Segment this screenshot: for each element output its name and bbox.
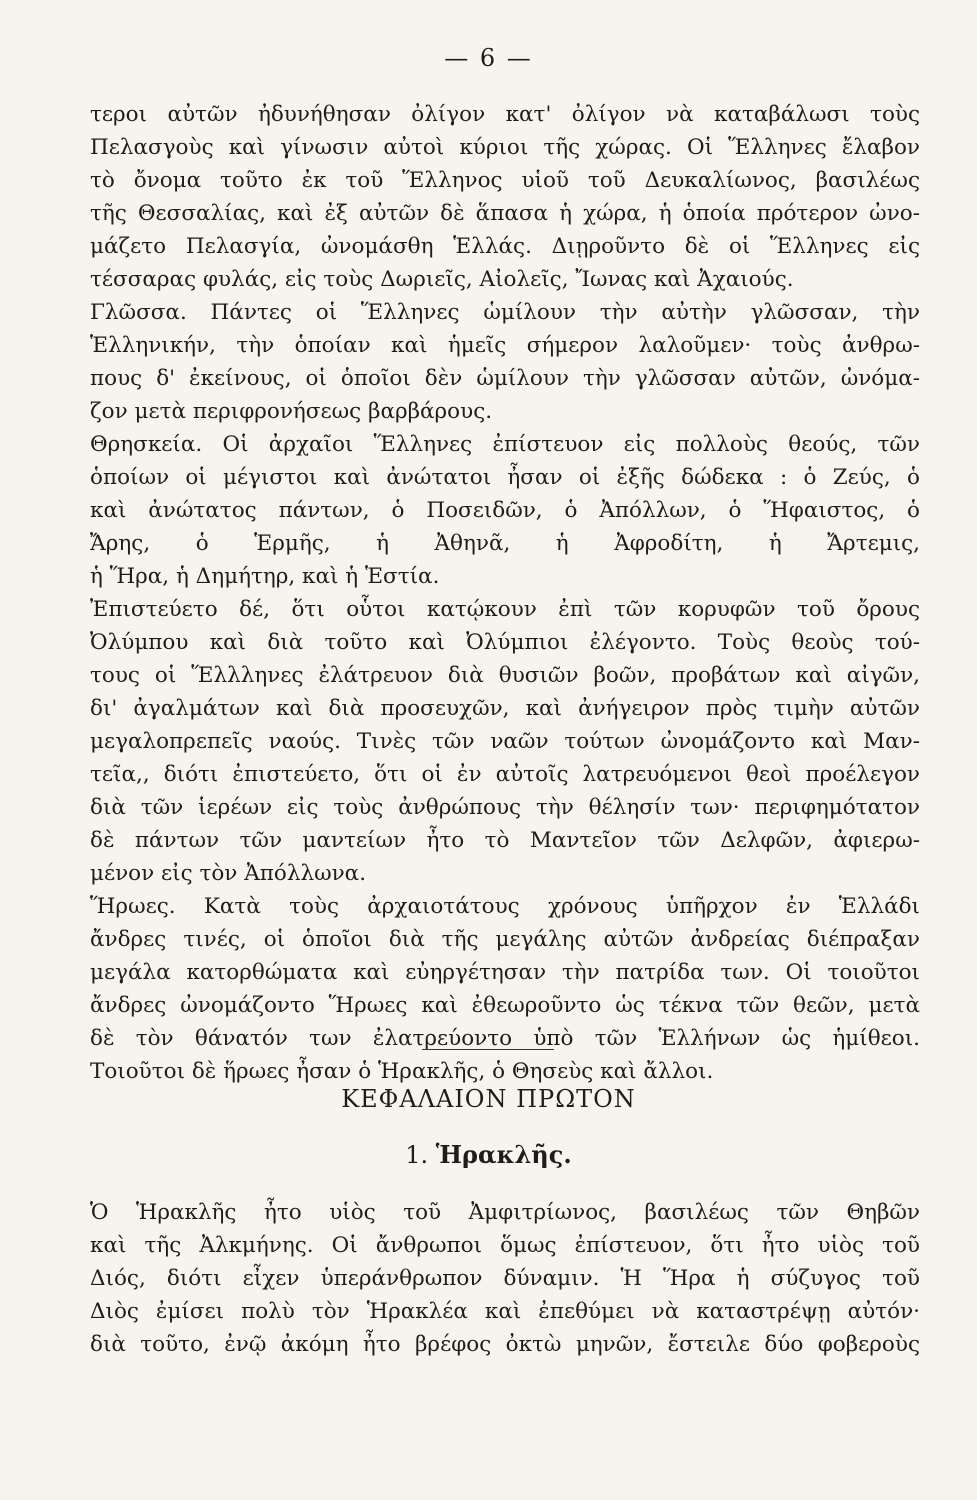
text-line: Ἐπιστεύετο δέ, ὅτι οὗτοι κατῴκουν ἐπὶ τῶν κορυφῶν τοῦ ὄρους <box>90 597 920 622</box>
text-line: δὲ τὸν θάνατόν των ἐλατρεύοντο ὑπὸ τῶν Ἑλλήνων ὡς ἡμίθεοι. <box>90 1026 920 1051</box>
section-heading <box>0 1140 977 1169</box>
page-number: — 6 — <box>444 44 533 72</box>
text-line: τὸ ὄνομα τοῦτο ἐκ τοῦ Ἕλληνος υἱοῦ τοῦ Δευκαλίωνος, βασιλέως <box>90 168 920 193</box>
section-number: 1. <box>405 1141 429 1169</box>
text-line: τῆς Θεσσαλίας, καὶ ἐξ αὐτῶν δὲ ἅπασα ἡ χώρα, ἡ ὁποία πρότερον ὠνο- <box>90 201 920 226</box>
text-line: τους οἱ Ἕλλληνες ἐλάτρευον διὰ θυσιῶν βοῶν, προβάτων καὶ αἰγῶν, <box>90 663 920 688</box>
chapter-heading: ΚΕΦΑΛΑΙΟΝ ΠΡΩΤΟΝ <box>341 1085 636 1113</box>
section-text <box>90 1196 920 1361</box>
text-line: ὁποίων οἱ μέγιστοι καὶ ἀνώτατοι ἦσαν οἱ ἐξῆς δώδεκα : ὁ Ζεύς, ὁ <box>90 465 920 490</box>
text-line: ἄνδρες τινές, οἱ ὁποῖοι διὰ τῆς μεγάλης αὐτῶν ἀνδρείας διέπραξαν <box>90 927 920 952</box>
text-line: πους δ' ἐκείνους, οἱ ὁποῖοι δὲν ὡμίλουν τὴν γλῶσσαν αὐτῶν, ὠνόμα- <box>90 366 920 391</box>
text-line: μεγαλοπρεπεῖς ναούς. Τινὲς τῶν ναῶν τούτων ὠνομάζοντο καὶ Μαν- <box>90 729 920 754</box>
text-line: διὰ τῶν ἱερέων εἰς τοὺς ἀνθρώπους τὴν θέλησίν των· περιφημότατον <box>90 795 920 820</box>
text-line: Τοιοῦτοι δὲ ἥρωες ἦσαν ὁ Ἡρακλῆς, ὁ Θησεὺς καὶ ἄλλοι. <box>90 1059 714 1084</box>
text-line: ἄνδρες ὠνομάζοντο Ἥρωες καὶ ἐθεωροῦντο ὡς τέκνα τῶν θεῶν, μετὰ <box>90 993 920 1018</box>
text-line: μένον εἰς τὸν Ἀπόλλωνα. <box>90 861 367 886</box>
text-line: μεγάλα κατορθώματα καὶ εὐηργέτησαν τὴν πατρίδα των. Οἱ τοιοῦτοι <box>90 960 920 985</box>
text-line: Ὀλύμπου καὶ διὰ τοῦτο καὶ Ὀλύμπιοι ἐλέγοντο. Τοὺς θεοὺς τού- <box>90 630 920 655</box>
text-line: καὶ ἀνώτατος πάντων, ὁ Ποσειδῶν, ὁ Ἀπόλλων, ὁ Ἥφαιστος, ὁ <box>90 498 920 523</box>
section-divider <box>422 1049 554 1050</box>
text-line: δι' ἀγαλμάτων καὶ διὰ προσευχῶν, καὶ ἀνήγειρον πρὸς τιμὴν αὐτῶν <box>90 696 920 721</box>
text-line: ζον μετὰ περιφρονήσεως βαρβάρους. <box>90 399 493 424</box>
text-line: Ἑλληνικήν, τὴν ὁποίαν καὶ ἡμεῖς σήμερον λαλοῦμεν· τοὺς ἀνθρω- <box>90 333 920 358</box>
text-line: καὶ τῆς Ἀλκμήνης. Οἱ ἄνθρωποι ὅμως ἐπίστευον, ὅτι ἦτο υἱὸς τοῦ <box>90 1233 920 1258</box>
text-line: τεῖα,, διότι ἐπιστεύετο, ὅτι οἱ ἐν αὐτοῖς λατρευόμενοι θεοὶ προέλεγον <box>90 762 920 787</box>
text-line: ἡ Ἥρα, ἡ Δημήτηρ, καὶ ἡ Ἑστία. <box>90 564 440 589</box>
text-line: διὰ τοῦτο, ἐνῷ ἀκόμη ἦτο βρέφος ὀκτὼ μηνῶν, ἔστειλε δύο φοβεροὺς <box>90 1332 920 1357</box>
section-title: Ἡρακλῆς. <box>435 1140 572 1169</box>
text-line: Διὸς ἐμίσει πολὺ τὸν Ἡρακλέα καὶ ἐπεθύμει νὰ καταστρέψῃ αὐτόν· <box>90 1299 920 1324</box>
text-line: δὲ πάντων τῶν μαντείων ἦτο τὸ Μαντεῖον τῶν Δελφῶν, ἀφιερω- <box>90 828 920 853</box>
text-line: Διός, διότι εἶχεν ὑπεράνθρωπον δύναμιν. Ἡ Ἥρα ἡ σύζυγος τοῦ <box>90 1266 920 1291</box>
text-line: Πελασγοὺς καὶ γίνωσιν αὐτοὶ κύριοι τῆς χώρας. Οἱ Ἕλληνες ἔλαβον <box>90 135 920 160</box>
text-line: τέσσαρας φυλάς, εἰς τοὺς Δωριεῖς, Αἰολεῖς, Ἴωνας καὶ Ἀχαιούς. <box>90 267 794 292</box>
text-line: τεροι αὐτῶν ἠδυνήθησαν ὀλίγον κατ' ὀλίγον νὰ καταβάλωσι τοὺς <box>90 102 920 127</box>
text-line: Ἄρης, ὁ Ἑρμῆς, ἡ Ἀθηνᾶ, ἡ Ἀφροδίτη, ἡ Ἄρτεμις, <box>90 531 920 556</box>
text-line: μάζετο Πελασγία, ὠνομάσθη Ἑλλάς. Διῃροῦντο δὲ οἱ Ἕλληνες εἰς <box>90 234 920 259</box>
body-text <box>90 98 920 1088</box>
text-line: Θρησκεία. Οἱ ἀρχαῖοι Ἕλληνες ἐπίστευον εἰς πολλοὺς θεούς, τῶν <box>90 432 920 457</box>
text-line: Γλῶσσα. Πάντες οἱ Ἕλληνες ὡμίλουν τὴν αὐτὴν γλῶσσαν, τὴν <box>90 300 920 325</box>
text-line: Ἥρωες. Κατὰ τοὺς ἀρχαιοτάτους χρόνους ὑπῆρχον ἐν Ἑλλάδι <box>90 894 920 919</box>
text-line: Ὁ Ἡρακλῆς ἦτο υἱὸς τοῦ Ἀμφιτρίωνος, βασιλέως τῶν Θηβῶν <box>90 1200 920 1225</box>
